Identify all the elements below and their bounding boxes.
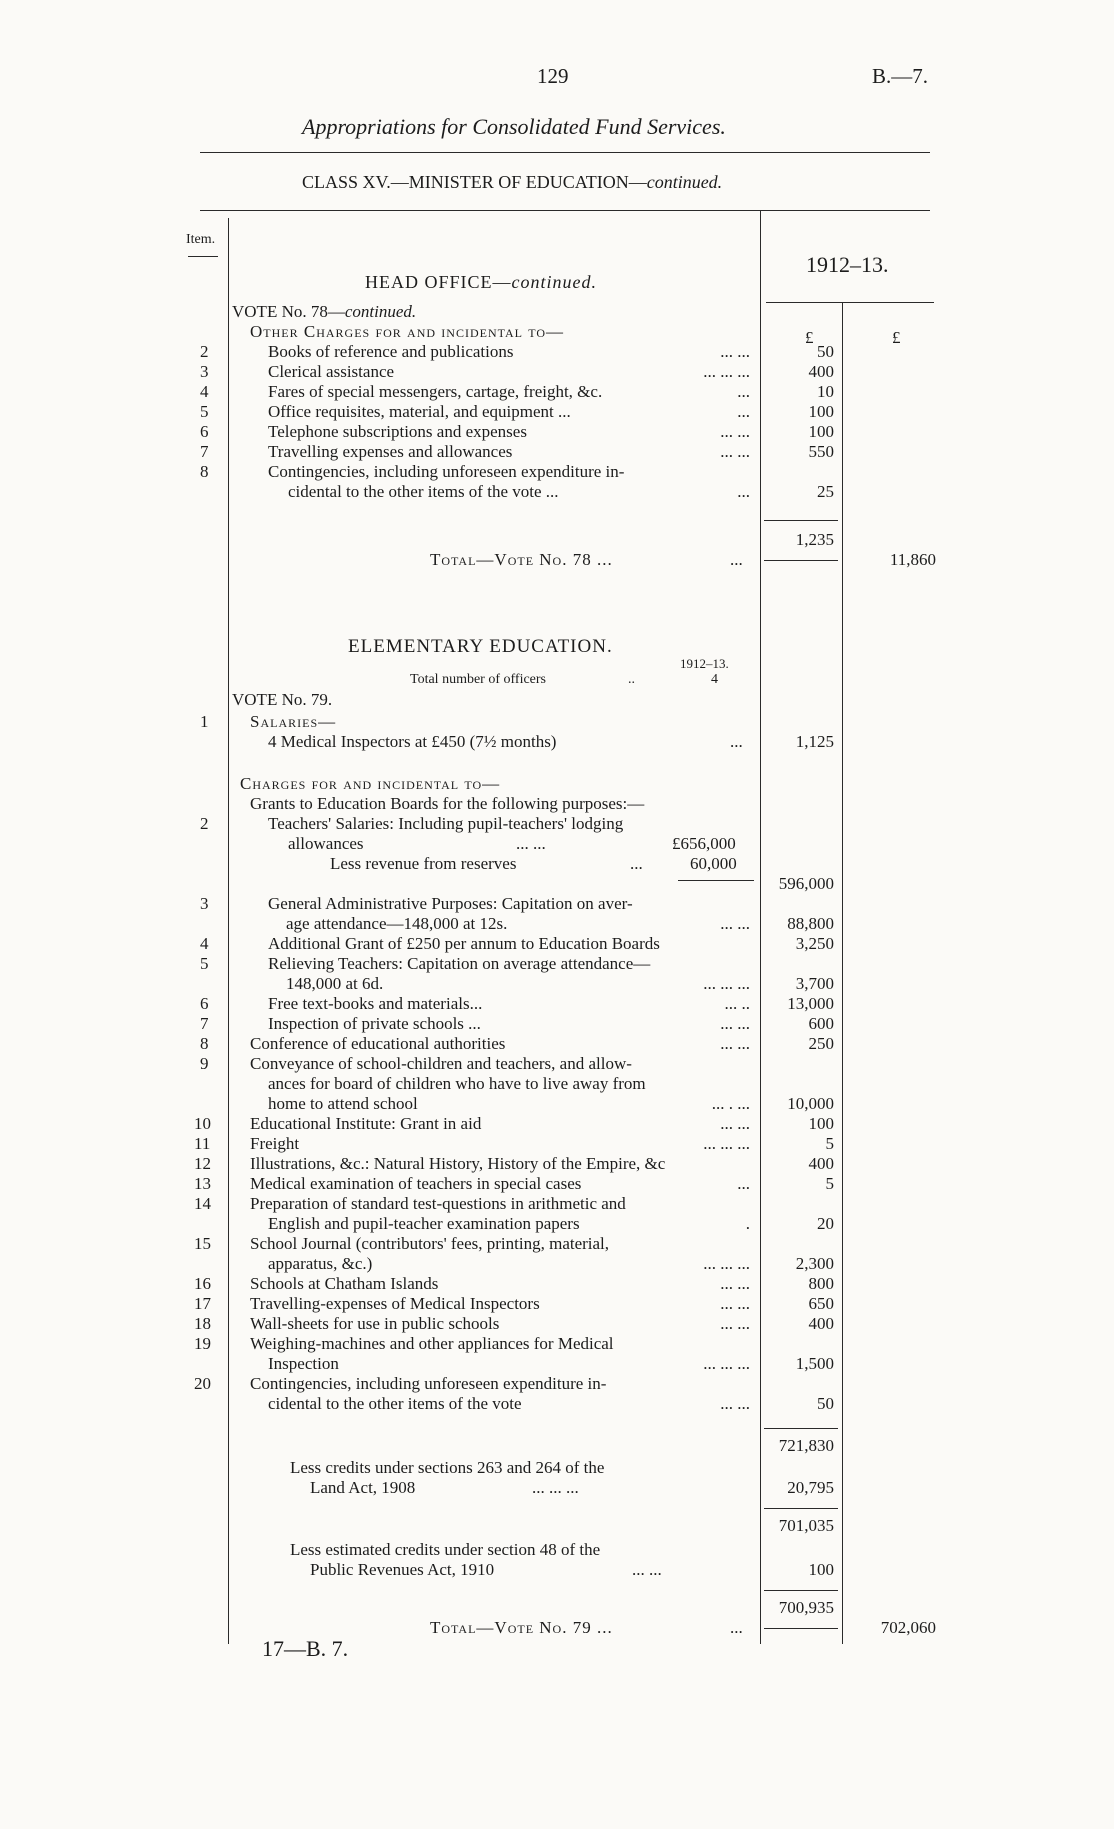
- el-item-no: 19: [194, 1334, 211, 1353]
- el-item-no: 9: [200, 1054, 209, 1073]
- vote-79-total-dots: ...: [730, 1618, 743, 1637]
- grants-line: Grants to Education Boards for the following purposes:—: [250, 794, 645, 813]
- el-item-dots: ... ...: [720, 1274, 750, 1293]
- less-credits-1-line-1: Less credits under sections 263 and 264 of the: [290, 1458, 605, 1477]
- less-credits-2-amount: 100: [808, 1560, 834, 1579]
- el-item-amount: 650: [808, 1294, 834, 1313]
- el-item-text: Relieving Teachers: Capitation on average attendance—: [268, 954, 651, 973]
- vote-78-total-label: Total—Vote No. 78 ...: [430, 550, 613, 569]
- el-item-amount: 800: [808, 1274, 834, 1293]
- ho-item-dots: ... ...: [720, 442, 750, 461]
- el-item-dots: ... ...: [720, 1014, 750, 1033]
- el-item-no: 6: [200, 994, 209, 1013]
- ho-item-no: 4: [200, 382, 209, 401]
- ho-item-text: Books of reference and publications: [268, 342, 514, 361]
- el-item-dots: ... ...: [720, 1294, 750, 1313]
- ho-item-text: Telephone subscriptions and expenses: [268, 422, 527, 441]
- el-item-no: 17: [194, 1294, 211, 1313]
- el-item-text: 148,000 at 6d.: [286, 974, 384, 993]
- el-item-no: 4: [200, 934, 209, 953]
- el-item-amount: 400: [808, 1154, 834, 1173]
- el-item-text: home to attend school: [268, 1094, 418, 1113]
- vote-78-total-dots: ...: [730, 550, 743, 569]
- el-item-text: Illustrations, &c.: Natural History, History of the Empire, &c: [250, 1154, 666, 1173]
- el-item-text: Freight: [250, 1134, 300, 1153]
- ho-item-dots: ...: [737, 402, 750, 421]
- less-credits-1-amount: 20,795: [787, 1478, 834, 1497]
- el-item-no: 3: [200, 894, 209, 913]
- ho-item-text: Office requisites, material, and equipment ...: [268, 402, 571, 421]
- el-item-dots: .: [745, 1214, 750, 1233]
- el-item-text: age attendance—148,000 at 12s.: [286, 914, 508, 933]
- el-item-amount: 3,250: [795, 934, 834, 953]
- el-item-no: 12: [194, 1154, 211, 1173]
- el-item-text: Schools at Chatham Islands: [250, 1274, 439, 1293]
- el-item-no: 18: [194, 1314, 211, 1333]
- el-item-no: 10: [194, 1114, 211, 1133]
- el-item-dots: ... ... ...: [703, 1354, 750, 1373]
- ho-item-amount: 50: [817, 342, 834, 361]
- el-item-amount: 50: [817, 1394, 834, 1413]
- el-item-text: cidental to the other items of the vote: [268, 1394, 522, 1413]
- ho-item-dots: ... ... ...: [703, 362, 750, 381]
- el-item-dots: ... ...: [720, 1314, 750, 1333]
- salaries-amount: 1,125: [795, 732, 834, 751]
- officers-count: 4: [711, 672, 718, 687]
- el-item-no: 8: [200, 1034, 209, 1053]
- officers-dots: ..: [628, 672, 635, 687]
- ho-item-dots: ...: [737, 482, 750, 501]
- teachers-line-1: Teachers' Salaries: Including pupil-teachers' lodging: [268, 814, 624, 833]
- el-item-dots: ... ... ...: [703, 1134, 750, 1153]
- el-item-text: ances for board of children who have to live away from: [268, 1074, 646, 1093]
- el-item-dots: ... ... ...: [703, 974, 750, 993]
- less-reserves-dots: ...: [630, 854, 643, 873]
- item-header-rule: [188, 256, 218, 257]
- el-item-amount: 20: [817, 1214, 834, 1233]
- el-subtotal-rule-2: [764, 1508, 838, 1509]
- title-rule: [200, 152, 930, 153]
- el-item-no: 20: [194, 1374, 211, 1393]
- ho-subtotal-rule: [764, 520, 838, 521]
- salaries-text: 4 Medical Inspectors at £450 (7½ months): [268, 732, 557, 751]
- ho-item-text: cidental to the other items of the vote ...: [288, 482, 559, 501]
- ho-item-no: 6: [200, 422, 209, 441]
- el-item-amount: 5: [825, 1174, 834, 1193]
- el-subtotal-3: 700,935: [778, 1598, 834, 1617]
- el-item-text: Conference of educational authorities: [250, 1034, 506, 1053]
- el-item-text: Conveyance of school-children and teachers, and allow-: [250, 1054, 632, 1073]
- el-item-amount: 88,800: [787, 914, 834, 933]
- ho-item-no: 3: [200, 362, 209, 381]
- ho-item-amount: 100: [808, 422, 834, 441]
- total-column-divider: [842, 302, 843, 1644]
- el-item-no: 7: [200, 1014, 209, 1033]
- el-subtotal-rule-3: [764, 1590, 838, 1591]
- el-subtotal-1: 721,830: [778, 1436, 834, 1455]
- salaries-dots: ...: [730, 732, 743, 751]
- el-item-text: General Administrative Purposes: Capitation on aver-: [268, 894, 633, 913]
- el-item-text: Travelling-expenses of Medical Inspectors: [250, 1294, 540, 1313]
- ho-item-dots: ... ...: [720, 342, 750, 361]
- class-heading-cont: continued.: [646, 172, 723, 192]
- page-number: 129: [537, 64, 569, 88]
- el-item-no: 14: [194, 1194, 211, 1213]
- vote-78-heading: [232, 302, 416, 322]
- vote-78-text: VOTE No. 78—: [232, 302, 345, 321]
- less-credits-1-dots: ... ... ...: [532, 1478, 579, 1497]
- header-rule: [200, 210, 930, 211]
- officers-year: 1912–13.: [680, 656, 729, 671]
- el-item-no: 16: [194, 1274, 211, 1293]
- el-item-no: 13: [194, 1174, 211, 1193]
- page-title: Appropriations for Consolidated Fund Services.: [302, 114, 726, 139]
- vote-79-total-label: Total—Vote No. 79 ...: [430, 1618, 613, 1637]
- salaries-item-no: 1: [200, 712, 209, 731]
- ho-item-text: Fares of special messengers, cartage, freight, &c.: [268, 382, 603, 401]
- el-item-no: 11: [194, 1134, 211, 1153]
- year-column-header: 1912–13.: [806, 252, 889, 277]
- el-item-dots: ... ... ...: [703, 1254, 750, 1273]
- less-credits-2-dots: ... ...: [632, 1560, 662, 1579]
- elementary-heading: ELEMENTARY EDUCATION.: [348, 636, 613, 657]
- class-heading-text: CLASS XV.—MINISTER OF EDUCATION—: [302, 172, 647, 192]
- ho-item-dots: ... ...: [720, 422, 750, 441]
- vote-79-heading: VOTE No. 79.: [232, 690, 333, 709]
- officers-label: Total number of officers: [410, 672, 546, 687]
- pound-sign-1: £: [805, 328, 814, 347]
- head-office-heading: [365, 272, 597, 293]
- salaries-heading: Salaries—: [250, 712, 337, 731]
- el-item-dots: ... ...: [720, 1394, 750, 1413]
- el-item-amount: 100: [808, 1114, 834, 1133]
- el-item-amount: 2,300: [795, 1254, 834, 1273]
- el-item-text: Educational Institute: Grant in aid: [250, 1114, 482, 1133]
- ho-item-no: 2: [200, 342, 209, 361]
- el-item-text: Inspection: [268, 1354, 339, 1373]
- item-column-header: Item.: [186, 232, 216, 247]
- el-item-amount: 3,700: [795, 974, 834, 993]
- el-item-text: Weighing-machines and other appliances for Medical: [250, 1334, 614, 1353]
- el-item-dots: ... . ...: [711, 1094, 750, 1113]
- other-charges-heading: Other Charges for and incidental to—: [250, 322, 565, 341]
- ho-item-no: 7: [200, 442, 209, 461]
- el-item-amount: 13,000: [787, 994, 834, 1013]
- class-heading: [302, 172, 722, 193]
- el-item-amount: 10,000: [787, 1094, 834, 1113]
- item-column-divider: [228, 218, 229, 1644]
- teachers-gross: £656,000: [672, 834, 736, 853]
- charges-heading: Charges for and incidental to—: [240, 774, 501, 793]
- el-item-text: Medical examination of teachers in special cases: [250, 1174, 582, 1193]
- pound-sign-2: £: [892, 328, 901, 347]
- el-item-amount: 400: [808, 1314, 834, 1333]
- el-item-no: 15: [194, 1234, 211, 1253]
- teachers-line-2: allowances: [288, 834, 364, 853]
- printer-signature: 17—B. 7.: [262, 1636, 349, 1661]
- el-item-text: English and pupil-teacher examination papers: [268, 1214, 580, 1233]
- ho-item-text: Travelling expenses and allowances: [268, 442, 513, 461]
- ho-item-amount: 100: [808, 402, 834, 421]
- vote-78-cont: continued.: [344, 302, 417, 321]
- el-item-amount: 1,500: [795, 1354, 834, 1373]
- ho-item-text: Clerical assistance: [268, 362, 395, 381]
- teachers-item-no: 2: [200, 814, 209, 833]
- el-item-text: Contingencies, including unforeseen expenditure in-: [250, 1374, 607, 1393]
- ho-item-dots: ...: [737, 382, 750, 401]
- vote-78-total: 11,860: [889, 550, 936, 569]
- less-reserves-amount: 60,000: [690, 854, 737, 873]
- year-header-rule: [766, 302, 934, 303]
- vote-79-total: 702,060: [880, 1618, 936, 1637]
- head-office-heading-text: HEAD OFFICE—: [365, 272, 512, 292]
- el-item-dots: ... ...: [720, 914, 750, 933]
- el-item-text: Preparation of standard test-questions in arithmetic and: [250, 1194, 626, 1213]
- el-item-text: Free text-books and materials...: [268, 994, 483, 1013]
- el-item-text: School Journal (contributors' fees, printing, material,: [250, 1234, 610, 1253]
- ho-item-no: 8: [200, 462, 209, 481]
- ho-total-rule: [764, 560, 838, 561]
- ho-item-amount: 550: [808, 442, 834, 461]
- less-credits-2-line-1: Less estimated credits under section 48 of the: [290, 1540, 601, 1559]
- el-item-dots: ... ...: [720, 1034, 750, 1053]
- less-reserves-label: Less revenue from reserves: [330, 854, 517, 873]
- el-item-no: 5: [200, 954, 209, 973]
- el-item-text: Inspection of private schools ...: [268, 1014, 481, 1033]
- el-item-amount: 5: [825, 1134, 834, 1153]
- el-item-dots: ... ...: [720, 1114, 750, 1133]
- el-item-text: Additional Grant of £250 per annum to Education Boards: [268, 934, 660, 953]
- ho-item-amount: 10: [817, 382, 834, 401]
- el-item-amount: 600: [808, 1014, 834, 1033]
- ho-item-amount: 25: [817, 482, 834, 501]
- ho-item-no: 5: [200, 402, 209, 421]
- ho-item-text: Contingencies, including unforeseen expenditure in-: [268, 462, 625, 481]
- ho-item-amount: 400: [808, 362, 834, 381]
- teachers-dots: ... ...: [516, 834, 546, 853]
- teachers-net: 596,000: [778, 874, 834, 893]
- ho-subtotal: 1,235: [795, 530, 834, 549]
- reserves-rule: [678, 880, 754, 881]
- el-item-text: apparatus, &c.): [268, 1254, 373, 1273]
- less-credits-2-line-2: Public Revenues Act, 1910: [310, 1560, 495, 1579]
- el-item-text: Wall-sheets for use in public schools: [250, 1314, 500, 1333]
- el-subtotal-2: 701,035: [778, 1516, 834, 1535]
- el-subtotal-rule-1: [764, 1428, 838, 1429]
- el-item-dots: ...: [737, 1174, 750, 1193]
- el-item-dots: ... ..: [724, 994, 750, 1013]
- head-office-heading-cont: continued.: [511, 272, 597, 292]
- less-credits-1-line-2: Land Act, 1908: [310, 1478, 416, 1497]
- el-total-rule: [764, 1628, 838, 1629]
- document-ref: B.—7.: [872, 64, 929, 88]
- el-item-amount: 250: [808, 1034, 834, 1053]
